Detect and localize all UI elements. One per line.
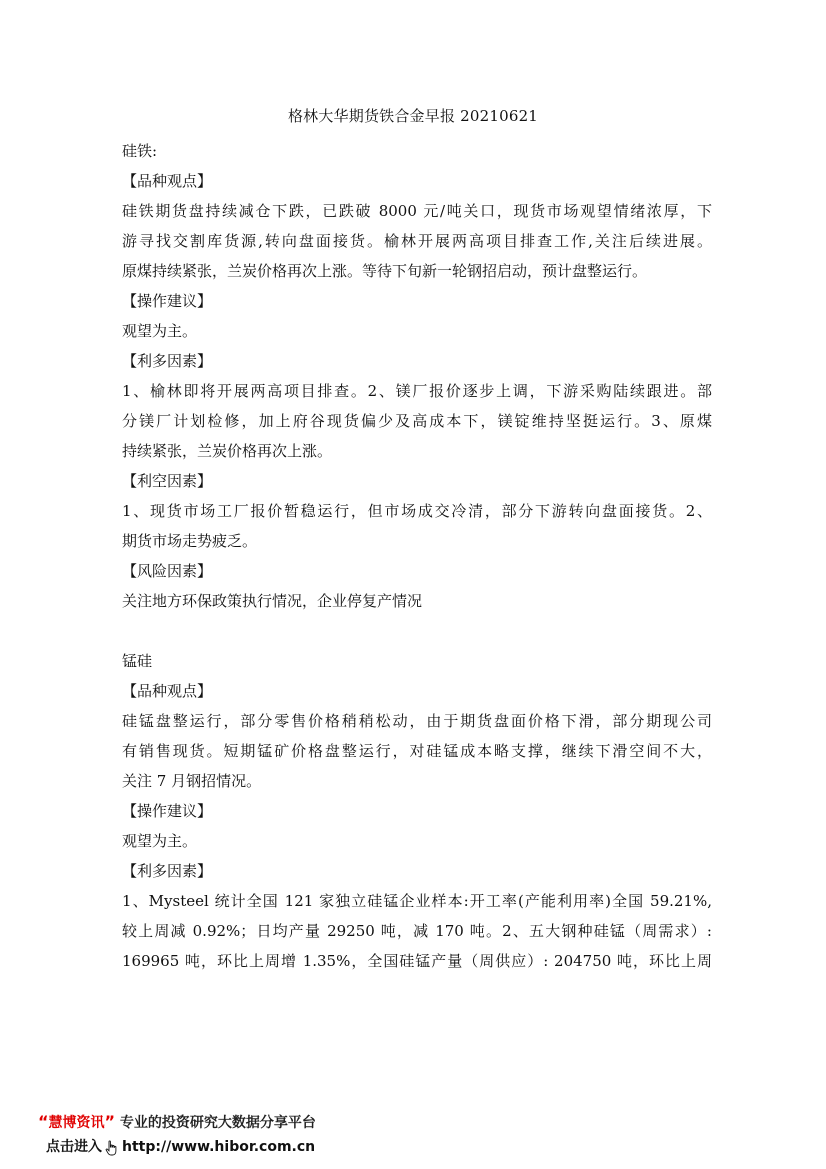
paragraph-line: 硅铁期货盘持续减仓下跌，已跌破 8000 元/吨关口，现货市场观望情绪浓厚，下 [122,202,712,220]
footer-slogan-row [38,1110,316,1134]
quote-open: “ [38,1112,49,1131]
section-heading-bear: 【利空因素】 [122,472,213,490]
section-heading-view: 【品种观点】 [122,682,213,700]
pointing-hand-icon [104,1139,120,1155]
paragraph-line: 持续紧张，兰炭价格再次上涨。 [122,442,333,460]
paragraph-line: 1、现货市场工厂报价暂稳运行，但市场成交冷清，部分下游转向盘面接货。2、 [122,502,712,520]
section-heading-advice: 【操作建议】 [122,802,213,820]
section-name-silicon-manganese: 锰硅 [122,652,153,670]
paragraph-line: 1、榆林即将开展两高项目排查。2、镁厂报价逐步上调，下游采购陆续跟进。部 [122,382,712,400]
section-heading-advice: 【操作建议】 [122,292,213,310]
paragraph-line: 有销售现货。短期锰矿价格盘整运行，对硅锰成本略支撑，继续下滑空间不大， [122,742,712,760]
section-heading-risk: 【风险因素】 [122,562,213,580]
section-spacer [122,616,712,646]
paragraph-line: 较上周减 0.92%；日均产量 29250 吨，减 170 吨。2、五大钢种硅锰（周需求）: [122,922,712,940]
paragraph-line: 游寻找交割库货源,转向盘面接货。榆林开展两高项目排查工作,关注后续进展。 [122,232,712,250]
paragraph-line: 分镁厂计划检修，加上府谷现货偏少及高成本下，镁锭维持坚挺运行。3、原煤 [122,412,712,430]
quote-close: ” [104,1112,116,1131]
footer-banner [38,1110,316,1160]
advice-text: 观望为主。 [122,832,198,850]
enter-label: 点击进入 [46,1139,102,1155]
footer-slogan: 专业的投资研究大数据分享平台 [119,1115,316,1131]
brand-name: 慧博资讯 [48,1115,105,1131]
report-title: 格林大华期货铁合金早报 20210621 [287,107,539,125]
site-url-link[interactable]: http://www.hibor.com.cn [122,1139,316,1155]
section-name-silicon-iron: 硅铁: [122,142,158,160]
risk-text: 关注地方环保政策执行情况，企业停复产情况 [122,592,423,610]
paragraph-line: 期货市场走势疲乏。 [122,532,258,550]
footer-link-row[interactable] [38,1134,316,1160]
advice-text: 观望为主。 [122,322,198,340]
section-heading-view: 【品种观点】 [122,172,213,190]
section-heading-bull: 【利多因素】 [122,352,213,370]
paragraph-line: 硅锰盘整运行，部分零售价格稍稍松动，由于期货盘面价格下滑，部分期现公司 [122,712,712,730]
paragraph-line: 原煤持续紧张，兰炭价格再次上涨。等待下旬新一轮钢招启动，预计盘整运行。 [122,262,648,280]
report-body [122,136,712,976]
section-heading-bull: 【利多因素】 [122,862,213,880]
paragraph-line: 1、Mysteel 统计全国 121 家独立硅锰企业样本:开工率(产能利用率)全国 59.21%, [122,892,712,910]
paragraph-line: 关注 7 月钢招情况。 [122,772,262,790]
paragraph-line: 169965 吨，环比上周增 1.35%，全国硅锰产量（周供应）: 204750 吨，环比上周 [122,952,712,970]
